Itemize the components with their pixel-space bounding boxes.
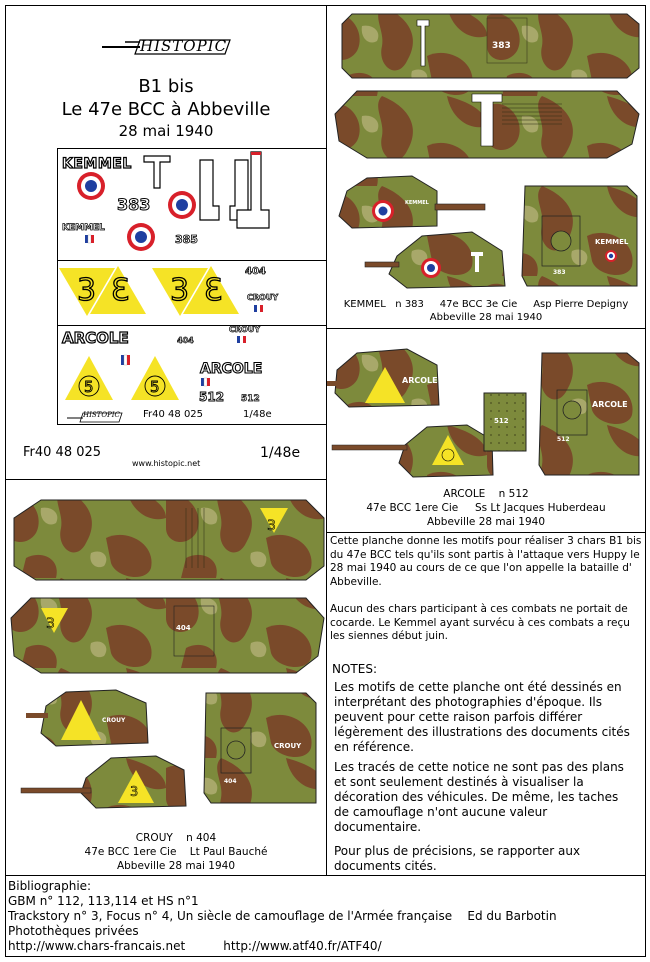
decal-arcole-medium: ARCOLE — [200, 361, 263, 377]
roundel-1 — [77, 172, 105, 200]
kemmel-caption-2: Abbeville 28 mai 1940 — [429, 312, 543, 323]
decal-kemmel-large: KEMMEL — [62, 156, 132, 172]
arcole-caption-2: 47e BCC 1ere Cie Ss Lt Jacques Huberdeau — [366, 502, 606, 514]
svg-text:CROUY: CROUY — [274, 742, 302, 750]
svg-text:KEMMEL: KEMMEL — [595, 238, 629, 246]
sheet-ref: Fr40 48 025 — [23, 445, 102, 460]
arcole-caption-1: ARCOLE n 512 — [443, 488, 529, 500]
biblio-line-4: http://www.chars-francais.net http://www.atf40.fr/ATF40/ — [8, 939, 382, 953]
notes-1: Les motifs de cette planche ont été dessinés en interprétant des photographies d'époque. Ils peuvent pour cette raison parfois différer légèrement des illustrations des documents cités en référence. — [334, 680, 630, 754]
decal-arcole-large: ARCOLE — [62, 329, 129, 347]
svg-text:KEMMEL: KEMMEL — [405, 200, 429, 206]
kemmel-tank-drawings — [327, 6, 645, 291]
decal-crouy-1: CROUY — [247, 293, 279, 302]
crouy-caption-3: Abbeville 28 mai 1940 — [116, 860, 236, 872]
svg-text:3: 3 — [130, 785, 139, 800]
notes-2: Les tracés de cette notice ne sont pas des plans et sont seulement destinés à visualiser la décoration des véhicules. De même, les taches de camouflage n'ont aucune valeur documentaire. — [334, 760, 624, 834]
svg-text:404: 404 — [176, 624, 191, 632]
svg-text:3: 3 — [110, 273, 130, 308]
svg-text:3: 3 — [46, 616, 55, 632]
svg-text:512: 512 — [494, 417, 509, 425]
decal-arcole-triangle-2 — [131, 356, 179, 400]
histopic-logo — [100, 30, 235, 60]
roundel-2 — [168, 191, 196, 219]
title-date: 28 mai 1940 — [118, 122, 214, 140]
inner-logo-text: HISTOPIC — [83, 411, 120, 419]
svg-text:ARCOLE: ARCOLE — [402, 376, 438, 385]
decal-kemmel-small: KEMMEL — [62, 223, 105, 233]
description-p1: Cette planche donne les motifs pour réaliser 3 chars B1 bis du 47e BCC tels qu'ils sont partis à l'attaque vers Huppy le 28 mai 1940 au cours de ce que l'on appelle la bataille d' Abbeville. — [330, 535, 642, 588]
svg-text:404: 404 — [177, 336, 194, 345]
decal-404: 404 — [245, 266, 266, 277]
svg-text:3: 3 — [170, 273, 190, 308]
svg-text:5: 5 — [84, 378, 94, 396]
roundel-3 — [127, 223, 155, 251]
arcole-tank-drawings — [327, 335, 645, 485]
decal-385: 385 — [175, 233, 198, 246]
title-unit: Le 47e BCC à Abbeville — [61, 99, 271, 120]
svg-text:512: 512 — [557, 436, 570, 443]
decal-sheet-artwork — [57, 148, 327, 425]
sheet-website: www.histopic.net — [132, 459, 201, 468]
svg-text:CROUY: CROUY — [102, 717, 126, 724]
description-p2: Aucun des chars participant à ces combats ne portait de cocarde. Le Kemmel ayant survécu à ces combats a reçu les siennes début juin. — [330, 603, 630, 642]
kemmel-caption-1: KEMMEL n 383 47e BCC 3e Cie Asp Pierre Depigny — [343, 299, 629, 310]
decal-triangles — [59, 266, 239, 316]
svg-text:404: 404 — [224, 778, 237, 785]
decal-383: 383 — [117, 195, 151, 214]
decal-512-2: 512 — [241, 394, 260, 404]
decal-512-1: 512 — [199, 390, 225, 404]
title-model: B1 bis — [138, 76, 194, 97]
decal-crouy-2: CROUY — [229, 325, 261, 334]
svg-text:3: 3 — [77, 273, 97, 308]
inner-scale: 1/48e — [243, 409, 272, 420]
svg-text:ARCOLE: ARCOLE — [592, 400, 628, 409]
crouy-tank-drawings — [6, 488, 326, 818]
biblio-line-2: Trackstory n° 3, Focus n° 4, Un siècle de camouflage de l'Armée française Ed du Barbotin — [8, 909, 557, 923]
decal-arcole-triangle-1 — [65, 356, 113, 400]
biblio-line-3: Photothèques privées — [8, 924, 139, 938]
notes-title: NOTES: — [332, 662, 377, 676]
svg-text:383: 383 — [553, 269, 566, 276]
crouy-caption-1: CROUY n 404 — [135, 832, 217, 844]
svg-text:3: 3 — [203, 273, 223, 308]
biblio-title: Bibliographie: — [8, 879, 92, 893]
arcole-caption-3: Abbeville 28 mai 1940 — [426, 516, 546, 528]
sheet-scale: 1/48e — [260, 445, 301, 461]
biblio-line-1: GBM n° 112, 113,114 et HS n°1 — [8, 894, 199, 908]
logo-text: HISTOPIC — [140, 37, 228, 55]
svg-text:383: 383 — [492, 41, 511, 51]
inner-ref: Fr40 48 025 — [143, 409, 204, 420]
crouy-caption-2: 47e BCC 1ere Cie Lt Paul Bauché — [84, 846, 268, 858]
notes-3: Pour plus de précisions, se rapporter aux documents cités. — [334, 844, 581, 873]
svg-text:5: 5 — [150, 378, 160, 396]
svg-text:3: 3 — [267, 518, 276, 534]
